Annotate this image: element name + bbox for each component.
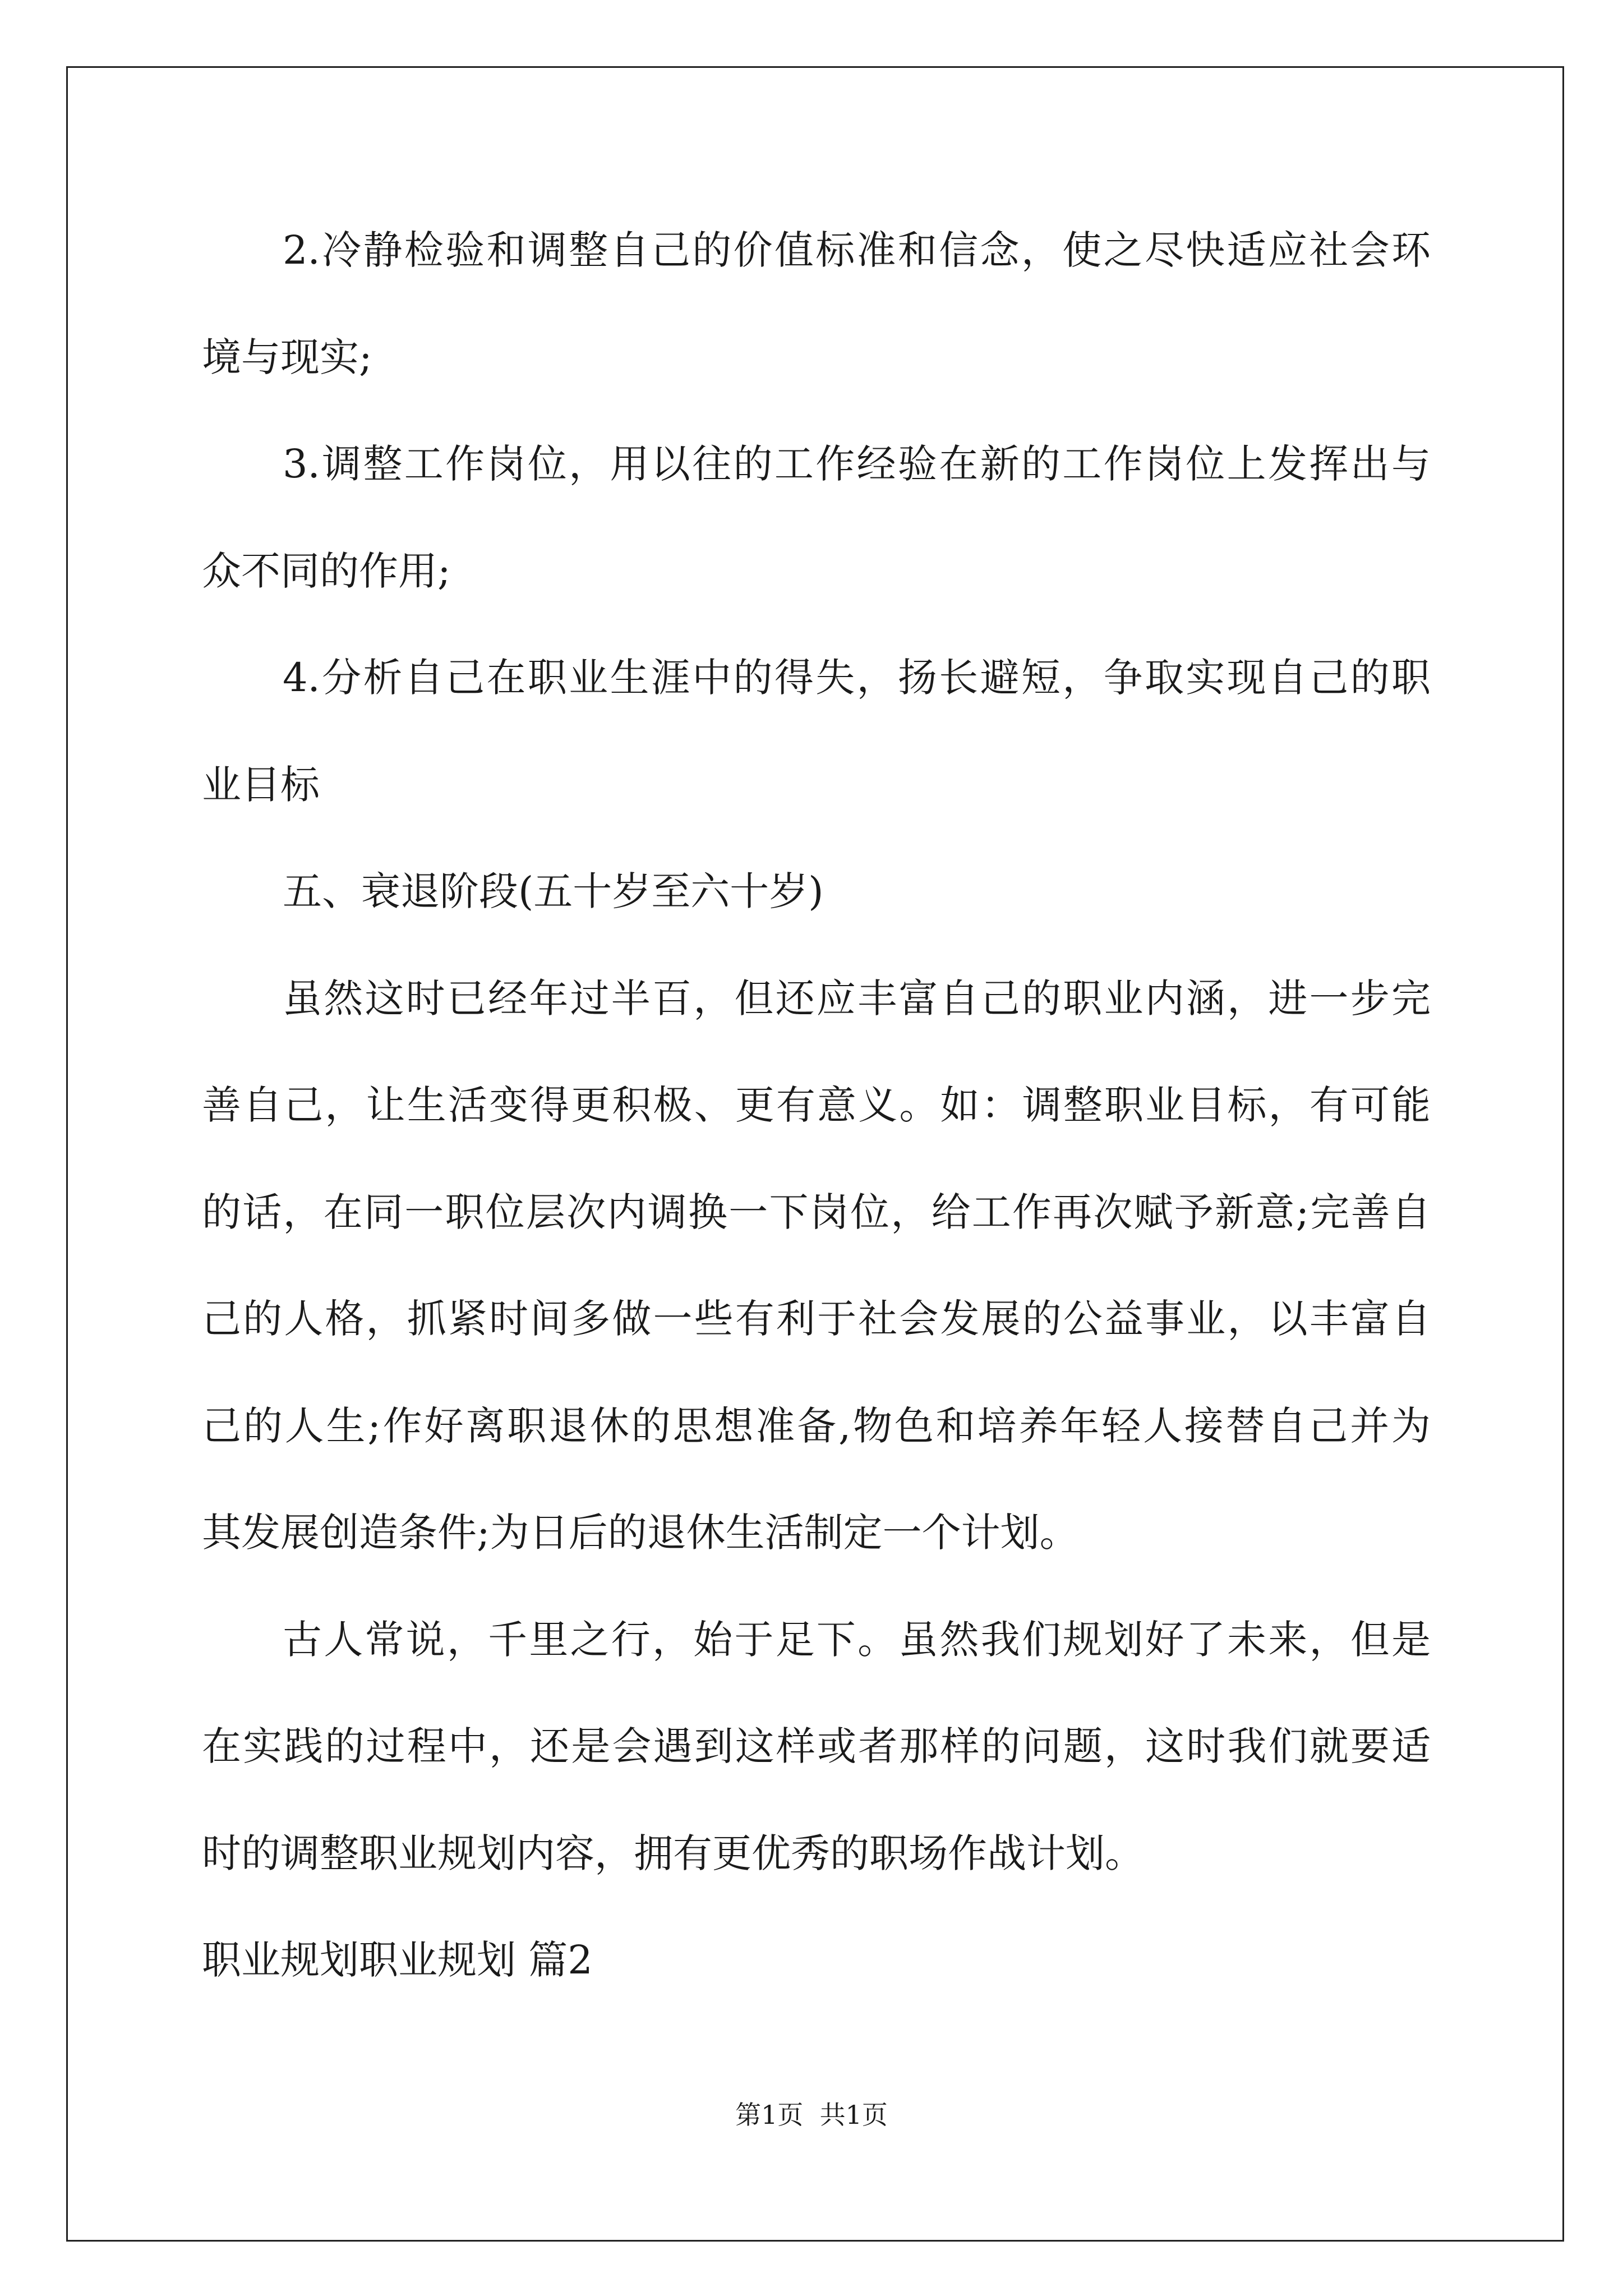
paragraph: [202, 197, 1431, 411]
paragraph-line: 2.冷静检验和调整自己的价值标准和信念，使之尽快适应社会环: [283, 227, 1431, 273]
paragraph-line: 己的人格，抓紧时间多做一些有利于社会发展的公益事业，以丰富自: [202, 1296, 1431, 1342]
paragraph-line: 4.分析自己在职业生涯中的得失，扬长避短，争取实现自己的职: [283, 655, 1431, 701]
paragraph: [202, 945, 1431, 1586]
section-heading: 职业规划职业规划 篇2: [202, 1937, 593, 1983]
paragraph-line: 境与现实;: [202, 334, 372, 380]
page-footer: 第1页 共1页: [735, 2100, 888, 2130]
paragraph-line: 3.调整工作岗位，用以往的工作经验在新的工作岗位上发挥出与: [283, 441, 1431, 487]
paragraph-line: 古人常说，千里之行，始于足下。虽然我们规划好了未来，但是: [283, 1616, 1431, 1663]
paragraph-line: 的话，在同一职位层次内调换一下岗位，给工作再次赋予新意;完善自: [202, 1189, 1431, 1235]
paragraph: [202, 1586, 1431, 1907]
subheading-line: 五、衰退阶段(五十岁至六十岁): [283, 868, 824, 914]
paragraph: [202, 624, 1431, 838]
paragraph-line: 虽然这时已经年过半百，但还应丰富自己的职业内涵，进一步完: [283, 975, 1431, 1022]
paragraph-line: 在实践的过程中，还是会遇到这样或者那样的问题，这时我们就要适: [202, 1723, 1431, 1769]
document-body: [202, 197, 1431, 2014]
paragraph-line: 善自己，让生活变得更积极、更有意义。如：调整职业目标，有可能: [202, 1082, 1431, 1128]
paragraph-line: 众不同的作用;: [202, 547, 451, 594]
paragraph-line: 其发展创造条件;为日后的退休生活制定一个计划。: [202, 1510, 1079, 1556]
paragraph: [202, 411, 1431, 624]
paragraph-line: 时的调整职业规划内容，拥有更优秀的职场作战计划。: [202, 1830, 1144, 1876]
subheading: [202, 838, 1431, 945]
paragraph-line: 业目标: [202, 761, 320, 808]
paragraph-line: 己的人生;作好离职退休的思想准备,物色和培养年轻人接替自己并为: [202, 1402, 1431, 1449]
